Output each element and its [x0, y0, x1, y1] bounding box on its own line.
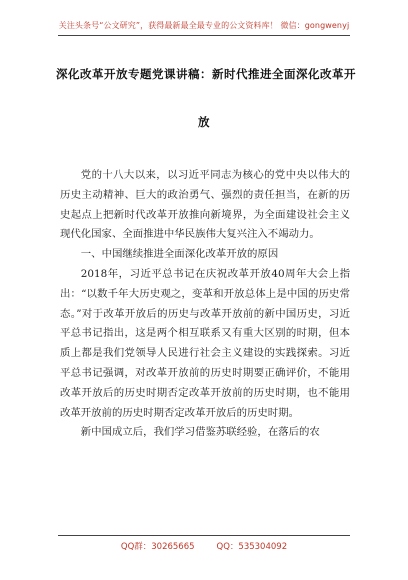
footer-qq-group: QQ群：30265665: [120, 542, 195, 552]
header-divider: [58, 35, 350, 36]
title-line-1: 深化改革开放专题党课讲稿：新时代推进全面深化改革开: [56, 67, 356, 81]
footer-divider: [58, 535, 350, 536]
section-heading-1: 一、中国继续推进全面深化改革开放的原因: [80, 248, 279, 261]
document-body: [60, 166, 350, 443]
footer-qq: QQ：535304092: [216, 542, 288, 552]
paragraph-intro: 党的十八大以来，以习近平同志为核心的党中央以伟大的历史主动精神、巨大的政治勇气、强烈的责任担当，在新的历史起点上把新时代改革开放推向新境界，为全面建设社会主义现代化国家、全面推进中华民族伟大复兴注入不竭动力。: [60, 169, 350, 241]
page-header: 关注头条号“公文研究”，获得最新最全最专业的公文资料库！ 微信：gongwenyj: [58, 21, 350, 30]
title-line-2: 放: [198, 115, 210, 129]
paragraph-new-china: 新中国成立后，我们学习借鉴苏联经验，在落后的农: [80, 426, 320, 439]
document-title: [56, 60, 356, 136]
page-footer: [0, 540, 408, 552]
paragraph-2018: 2018年，习近平总书记在庆祝改革开放40周年大会上指出：“以数千年大历史观之，变革和开放总体上是中国的历史常态。”对于改革开放后的历史与改革开放前的新中国历史，习近平总书记指出，这是两个相互联系又有重大区别的时期，但本质上都是我们党领导人民进行社会主义建设的实践探索。习近平总书记强调，对改革开放前的历史时期要正确评价，不能用改革开放后的历史时期否定改革开放前的历史时期，也不能用改革开放前的历史时期否定改革开放后的历史时期。: [60, 267, 350, 419]
